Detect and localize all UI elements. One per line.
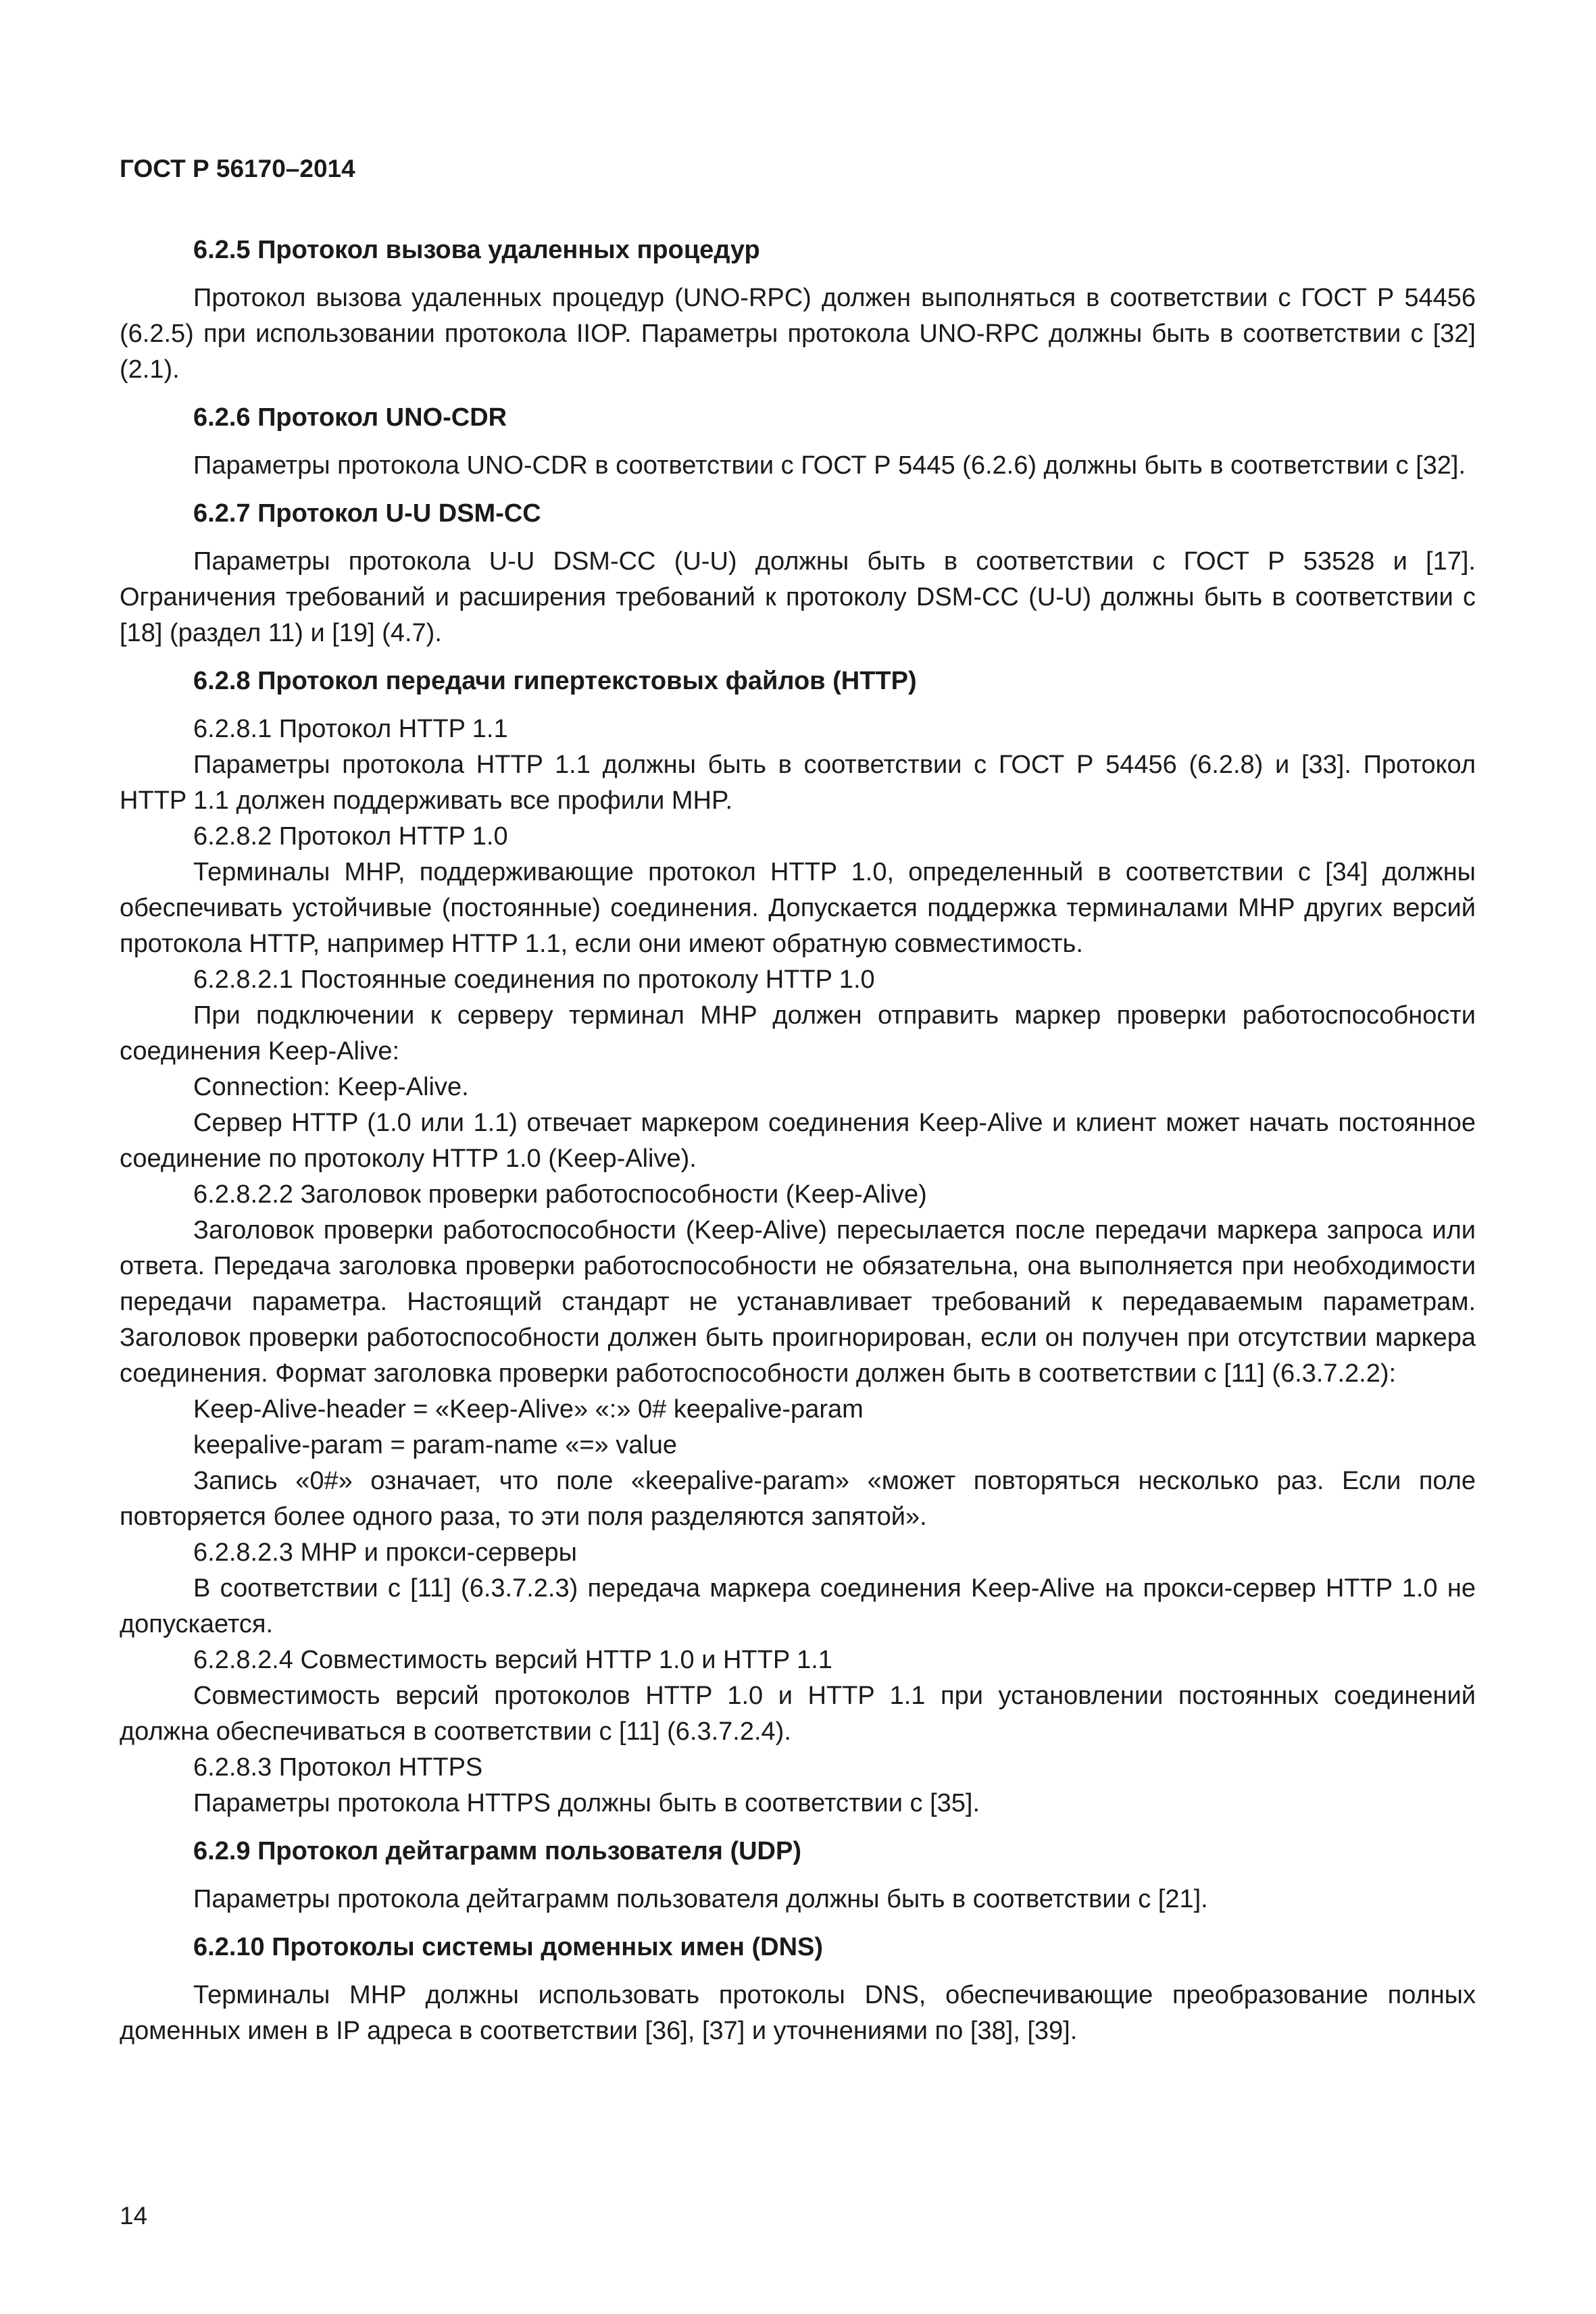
subsection-title-6-2-8-1: 6.2.8.1 Протокол HTTP 1.1: [193, 715, 508, 743]
section-heading-6-2-6: 6.2.6 Протокол UNO-CDR: [193, 403, 507, 432]
code-line: keepalive-param = param-name «=» value: [193, 1431, 678, 1459]
subsection-title-6-2-8-2-1: 6.2.8.2.1 Постоянные соединения по протоколу HTTP 1.0: [193, 965, 875, 994]
section-heading-6-2-5: 6.2.5 Протокол вызова удаленных процедур: [193, 236, 760, 264]
paragraph: Запись «0#» означает, что поле «keepalive-param» «может повторяться несколько раз. Если поле повторяется более одного раза, то эти поля разделяются запятой».: [120, 1467, 1476, 1531]
section-heading-6-2-8: 6.2.8 Протокол передачи гипертекстовых файлов (HTTP): [193, 667, 917, 695]
paragraph: Терминалы MHP, поддерживающие протокол HTTP 1.0, определенный в соответствии с [34] должны обеспечивать устойчивые (постоянные) соединения. Допускается поддержка терминалами MHP других версий протокола HTTP, например HTTP 1.1, если они имеют обратную совместимость.: [120, 858, 1476, 958]
paragraph: В соответствии с [11] (6.3.7.2.3) передача маркера соединения Keep-Alive на прокси-сервер HTTP 1.0 не допускается.: [120, 1574, 1476, 1638]
paragraph: При подключении к серверу терминал MHP должен отправить маркер проверки работоспособности соединения Keep-Alive:: [120, 1001, 1476, 1065]
subsection-title-6-2-8-3: 6.2.8.3 Протокол HTTPS: [193, 1753, 483, 1782]
subsection-title-6-2-8-2-4: 6.2.8.2.4 Совместимость версий HTTP 1.0 и HTTP 1.1: [193, 1646, 832, 1674]
paragraph: Параметры протокола дейтаграмм пользователя должны быть в соответствии с [21].: [193, 1885, 1208, 1913]
paragraph: Параметры протокола HTTPS должны быть в соответствии с [35].: [193, 1789, 980, 1817]
paragraph: Протокол вызова удаленных процедур (UNO-RPC) должен выполняться в соответствии с ГОСТ Р 54456 (6.2.5) при использовании протокола IIOP. Параметры протокола UNO-RPC должны быть в соответствии с [32] (2.1).: [120, 284, 1476, 384]
code-line: Connection: Keep-Alive.: [193, 1073, 469, 1101]
subsection-title-6-2-8-2: 6.2.8.2 Протокол HTTP 1.0: [193, 822, 508, 851]
paragraph: Совместимость версий протоколов HTTP 1.0 и HTTP 1.1 при установлении постоянных соединений должна обеспечиваться в соответствии с [11] (6.3.7.2.4).: [120, 1682, 1476, 1746]
section-heading-6-2-10: 6.2.10 Протоколы системы доменных имен (DNS): [193, 1933, 824, 1961]
document-body: [120, 232, 1476, 2049]
paragraph: Заголовок проверки работоспособности (Keep-Alive) пересылается после передачи маркера запроса или ответа. Передача заголовка проверки работоспособности не обязательна, она выполняется при необходимости передачи параметра. Настоящий стандарт не устанавливает требований к передаваемым параметрам. Заголовок проверки работоспособности должен быть проигнорирован, если он получен при отсутствии маркера соединения. Формат заголовка проверки работоспособности должен быть в соответствии с [11] (6.3.7.2.2):: [120, 1216, 1476, 1388]
subsection-title-6-2-8-2-2: 6.2.8.2.2 Заголовок проверки работоспособности (Keep-Alive): [193, 1180, 927, 1209]
paragraph: Сервер HTTP (1.0 или 1.1) отвечает маркером соединения Keep-Alive и клиент может начать постоянное соединение по протоколу HTTP 1.0 (Keep-Alive).: [120, 1109, 1476, 1173]
page-number: 14: [120, 2202, 148, 2230]
section-heading-6-2-7: 6.2.7 Протокол U-U DSM-CC: [193, 499, 541, 528]
code-line: Keep-Alive-header = «Keep-Alive» «:» 0# keepalive-param: [193, 1395, 864, 1424]
paragraph: Параметры протокола HTTP 1.1 должны быть в соответствии с ГОСТ Р 54456 (6.2.8) и [33]. Протокол HTTP 1.1 должен поддерживать все профили MHP.: [120, 751, 1476, 815]
paragraph: Параметры протокола UNO-CDR в соответствии с ГОСТ Р 5445 (6.2.6) должны быть в соответствии с [32].: [193, 451, 1466, 480]
document-id-header: ГОСТ Р 56170–2014: [120, 155, 355, 182]
section-heading-6-2-9: 6.2.9 Протокол дейтаграмм пользователя (UDP): [193, 1837, 801, 1865]
paragraph: Терминалы MHP должны использовать протоколы DNS, обеспечивающие преобразование полных доменных имен в IP адреса в соответствии [36], [37] и уточнениями по [38], [39].: [120, 1981, 1476, 2045]
paragraph: Параметры протокола U-U DSM-CC (U-U) должны быть в соответствии с ГОСТ Р 53528 и [17]. Ограничения требований и расширения требований к протоколу DSM-CC (U-U) должны быть в соответствии с [18] (раздел 11) и [19] (4.7).: [120, 547, 1476, 647]
subsection-title-6-2-8-2-3: 6.2.8.2.3 MHP и прокси-серверы: [193, 1538, 577, 1567]
